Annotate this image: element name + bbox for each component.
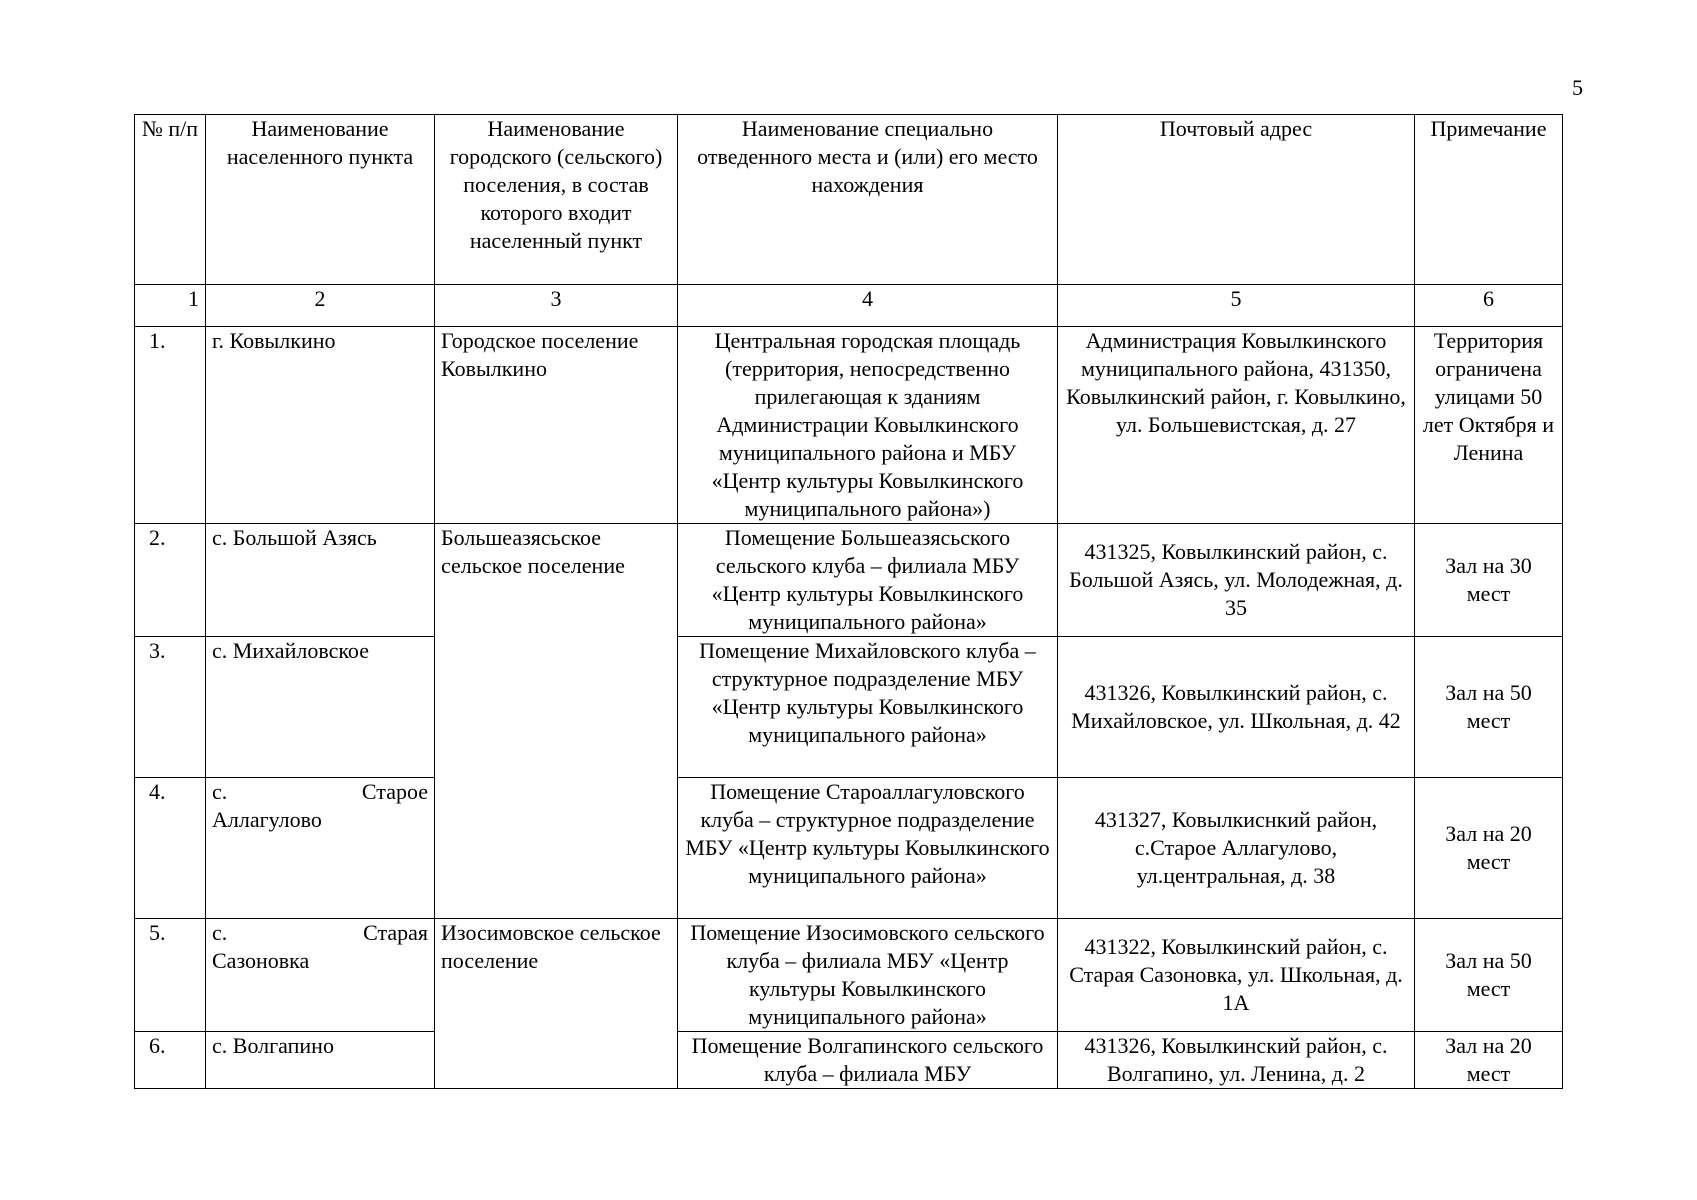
header-cell-settlement: Наименование городского (сельского) поселения, в состав которого входит населенный пункт [435,115,678,285]
header-cell-note: Примечание [1415,115,1563,285]
postal-address: 431322, Ковылкинский район, с. Старая Сазоновка, ул. Школьная, д. 1А [1058,919,1415,1032]
column-number: 3 [435,285,678,327]
locality-line-1 [212,778,428,806]
note: Зал на 20 мест [1415,1032,1563,1089]
column-number: 5 [1058,285,1415,327]
table-row [135,919,1563,1032]
table-header-row [135,115,1563,285]
row-number: 1. [135,327,206,524]
page-number: 5 [1572,75,1583,100]
column-number: 2 [206,285,435,327]
locality-name: с. Волгапино [206,1032,435,1089]
locality-word: Старое [361,779,428,804]
locality-name: г. Ковылкино [206,327,435,524]
locality-prefix: с. [212,920,228,945]
place-name: Помещение Староаллагуловского клуба – структурное подразделение МБУ «Центр культуры Ковылкинского муниципального района» [678,778,1058,919]
place-name: Центральная городская площадь (территория, непосредственно прилегающая к зданиям Администрации Ковылкинского муниципального района и МБУ «Центр культуры Ковылкинского муниципального района») [678,327,1058,524]
place-name: Помещение Большеазясьского сельского клуба – филиала МБУ «Центр культуры Ковылкинского муниципального района» [678,524,1058,637]
row-number: 3. [135,637,206,778]
locality-line-2: Сазоновка [212,948,310,973]
settlement-name: Городское поселение Ковылкино [435,327,678,524]
locality-name [206,778,435,919]
postal-address: 431325, Ковылкинский район, с. Большой Азясь, ул. Молодежная, д. 35 [1058,524,1415,637]
row-number: 2. [135,524,206,637]
locality-name [206,919,435,1032]
note: Зал на 50 мест [1415,637,1563,778]
postal-address: 431326, Ковылкинский район, с. Волгапино, ул. Ленина, д. 2 [1058,1032,1415,1089]
place-name: Помещение Михайловского клуба – структурное подразделение МБУ «Центр культуры Ковылкинского муниципального района» [678,637,1058,778]
locality-line-1 [212,919,428,947]
locality-name: с. Большой Азясь [206,524,435,637]
row-number: 4. [135,778,206,919]
locality-line-2: Аллагулово [212,807,322,832]
locality-prefix: с. [212,779,228,804]
note: Территория ограничена улицами 50 лет Октября и Ленина [1415,327,1563,524]
row-number: 5. [135,919,206,1032]
postal-address: Администрация Ковылкинского муниципального района, 431350, Ковылкинский район, г. Ковылкино, ул. Большевистская, д. 27 [1058,327,1415,524]
note: Зал на 50 мест [1415,919,1563,1032]
header-cell-place: Наименование специально отведенного места и (или) его место нахождения [678,115,1058,285]
locations-table [134,114,1563,1089]
column-number: 4 [678,285,1058,327]
locality-word: Старая [363,920,428,945]
table-row [135,778,1563,919]
locality-name: с. Михайловское [206,637,435,778]
table-row [135,327,1563,524]
column-number: 1 [135,285,206,327]
place-name: Помещение Изосимовского сельского клуба – филиала МБУ «Центр культуры Ковылкинского муниципального района» [678,919,1058,1032]
postal-address: 431326, Ковылкинский район, с. Михайловское, ул. Школьная, д. 42 [1058,637,1415,778]
table-row [135,637,1563,778]
note: Зал на 30 мест [1415,524,1563,637]
row-number: 6. [135,1032,206,1089]
note: Зал на 20 мест [1415,778,1563,919]
settlement-name: Большеазясьское сельское поселение [435,524,678,919]
header-cell-number: № п/п [135,115,206,285]
place-name: Помещение Волгапинского сельского клуба – филиала МБУ [678,1032,1058,1089]
header-cell-address: Почтовый адрес [1058,115,1415,285]
settlement-name: Изосимовское сельское поселение [435,919,678,1089]
table-row [135,1032,1563,1089]
column-number: 6 [1415,285,1563,327]
postal-address: 431327, Ковылкиснкий район, с.Старое Аллагулово, ул.центральная, д. 38 [1058,778,1415,919]
column-number-row [135,285,1563,327]
table-row [135,524,1563,637]
header-cell-locality: Наименование населенного пункта [206,115,435,285]
